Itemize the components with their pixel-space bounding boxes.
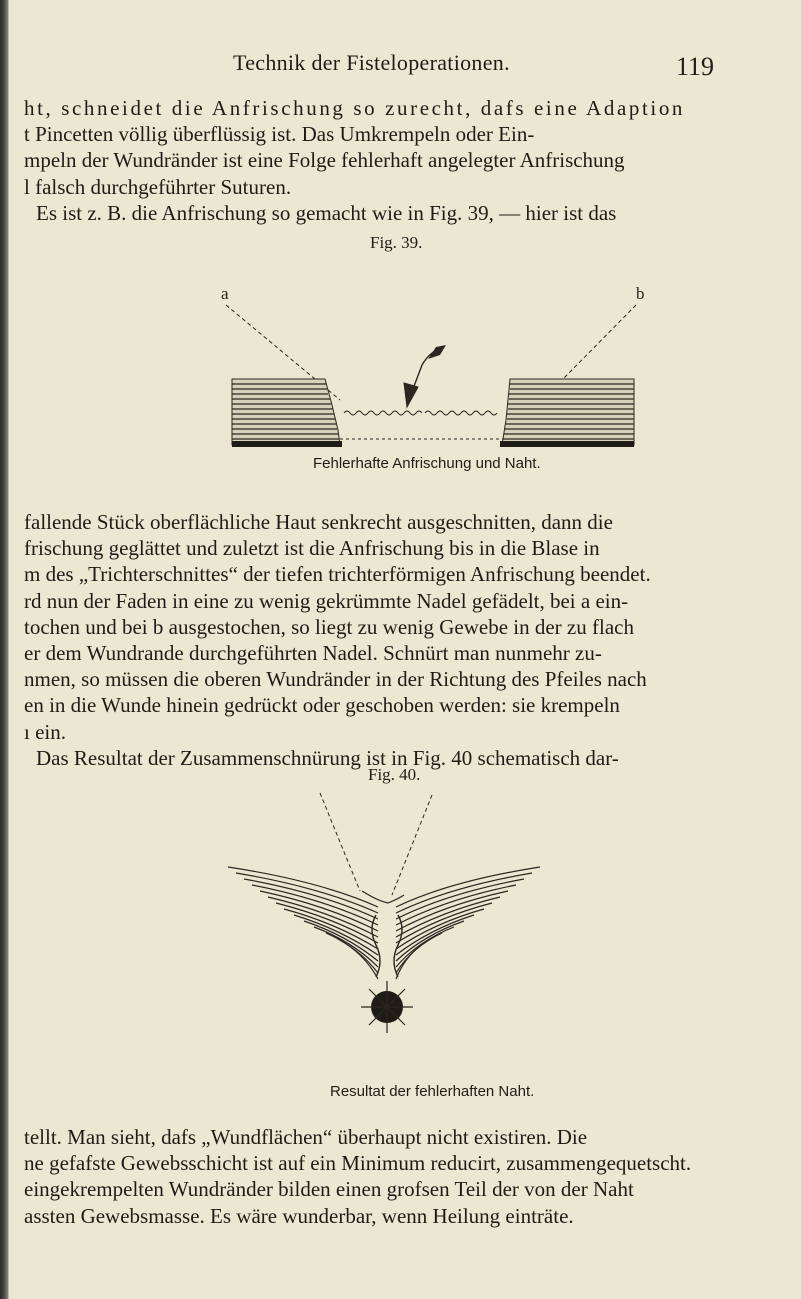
text-line: l falsch durchgeführter Suturen. <box>24 174 292 199</box>
text-line: nmen, so müssen die oberen Wundränder in der Richtung des Pfeiles nach <box>24 667 647 692</box>
text-line: mpeln der Wundränder ist eine Folge fehlerhaft angelegter Anfrischung <box>24 148 625 173</box>
text-line: frischung geglättet und zuletzt ist die Anfrischung bis in die Blase in <box>24 536 600 561</box>
right-tissue-block <box>500 379 634 447</box>
text-line: Es ist z. B. die Anfrischung so gemacht wie in Fig. 39, — hier ist das <box>36 200 617 225</box>
text-line: en in die Wunde hinein gedrückt oder geschoben werden: sie krempeln <box>24 693 620 718</box>
text-line: m des „Trichterschnittes“ der tiefen trichterförmigen Anfrischung beendet. <box>24 562 651 587</box>
text-line: ı ein. <box>24 719 66 744</box>
text-line: rd nun der Faden in eine zu wenig gekrümmte Nadel gefädelt, bei a ein- <box>24 588 629 613</box>
running-title: Technik der Fisteloperationen. <box>233 50 510 75</box>
figure-40-illustration <box>0 785 801 1085</box>
text-line: ne gefafste Gewebsschicht ist auf ein Minimum reducirt, zusammengequetscht. <box>24 1151 692 1176</box>
figure-39-caption: Fehlerhafte Anfrischung und Naht. <box>313 455 541 472</box>
left-tissue-block <box>232 379 342 447</box>
text-line: fallende Stück oberflächliche Haut senkrecht ausgeschnitten, dann die <box>24 510 613 534</box>
text-line: eingekrempelten Wundränder bilden einen grofsen Teil der von der Naht <box>24 1177 634 1202</box>
right-tissue-fan <box>396 867 540 979</box>
figure-39-label: Fig. 39. <box>370 233 423 252</box>
text-line: Das Resultat der Zusammenschnürung ist in Fig. 40 schematisch dar- <box>36 745 619 770</box>
text-line: tellt. Man sieht, dafs „Wundflächen“ überhaupt nicht existiren. Die <box>24 1125 588 1149</box>
paragraph-2 <box>24 509 772 771</box>
text-line: ht, schneidet die Anfrischung so zurecht, dafs eine Adaption <box>24 96 686 120</box>
text-line: assten Gewebsmasse. Es wäre wunderbar, wenn Heilung einträte. <box>24 1203 574 1228</box>
text-line: t Pincetten völlig überflüssig ist. Das Umkrempeln oder Ein- <box>24 122 535 147</box>
paragraph-1 <box>24 95 772 226</box>
figure-39-illustration <box>0 255 801 455</box>
suture-knot <box>361 981 413 1033</box>
page-header <box>0 50 801 80</box>
figure-39-letter-a: a <box>221 284 229 303</box>
page-number: 119 <box>676 52 715 81</box>
paragraph-3 <box>24 1124 772 1229</box>
book-binding-edge <box>0 0 9 1299</box>
left-tissue-fan <box>228 867 378 979</box>
text-line: er dem Wundrande durchgeführten Nadel. Schnürt man nunmehr zu- <box>24 641 602 666</box>
arrow-icon <box>404 345 446 407</box>
figure-40-label: Fig. 40. <box>368 765 421 784</box>
text-line: tochen und bei b ausgestochen, so liegt zu wenig Gewebe in der zu flach <box>24 614 634 639</box>
figure-39-letter-b: b <box>636 284 645 303</box>
figure-40-caption: Resultat der fehlerhaften Naht. <box>330 1083 535 1100</box>
